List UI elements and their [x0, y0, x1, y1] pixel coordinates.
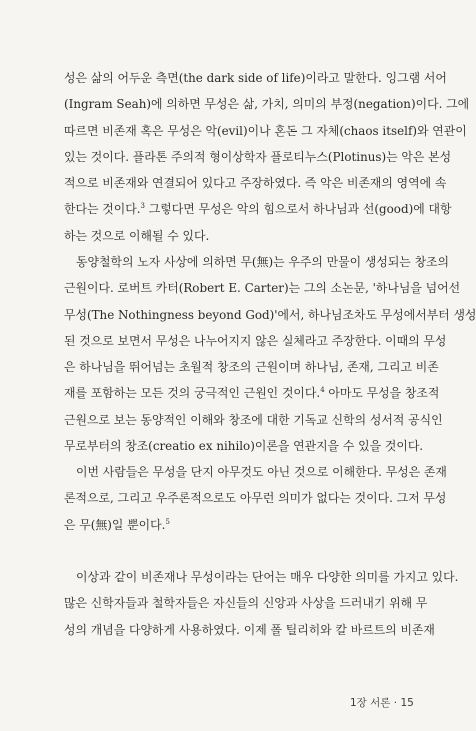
text-line: 근원이다. 로버트 카터(Robert E. Carter)는 그의 소논문, '하나님을 넘어선: [64, 281, 461, 296]
text-line: 이상과 같이 비존재나 무성이라는 단어는 매우 다양한 의미를 가지고 있다.: [76, 570, 459, 584]
page-footer: [350, 695, 416, 710]
text-line: 따르면 비존재 혹은 무성은 악(evil)이나 혼돈 그 자체(chaos itself)와 연관이: [64, 123, 467, 138]
text-line-with-footnote: 한다는 것이다.$^3$ 그렇다면 무성은 악의 힘으로서 하나님과 선(good)에 대항: [64, 202, 452, 217]
footer-separator: ·: [393, 697, 398, 709]
text-line: 성은 삶의 어두운 측면(the dark side of life)이라고 말한다. 잉그램 서어: [64, 71, 447, 85]
text-line: 된 것으로 보면서 무성은 나누어지지 않은 실체라고 주장한다. 이때의 무성: [64, 333, 447, 348]
text-line: 무로부터의 창조(creatio ex nihilo)이론을 연관지을 수 있을 것이다.: [64, 439, 424, 454]
paragraph-2: [64, 249, 476, 459]
text-line: 무성(The Nothingness beyond God)'에서, 하나님조차도 무성에서부터 생성: [64, 307, 476, 322]
text-line: (Ingram Seah)에 의하면 무성은 삶, 가치, 의미의 부정(negation)이다. 그에: [64, 97, 470, 112]
text-line: 론적으로, 그리고 우주론적으로도 아무런 의미가 없다는 것이다. 그저 무성: [64, 491, 447, 506]
text-line: 적으로 비존재와 연결되어 있다고 주장하였다. 즉 악은 비존재의 영역에 속: [64, 176, 447, 191]
text-line: 동양철학의 노자 사상에 의하면 무(無)는 우주의 만물이 생성되는 창조의: [76, 255, 450, 269]
chapter-title: 1장 서론: [350, 697, 391, 709]
footnote-marker[interactable]: 3: [140, 202, 145, 211]
paragraph-3: [64, 459, 447, 538]
paragraph-4: [64, 564, 459, 643]
text-line: 근원으로 보는 동양적인 이해와 창조에 대한 기독교 신학의 성서적 공식인: [64, 412, 443, 427]
text-line: 있는 것이다. 플라톤 주의적 형이상학자 플로티누스(Plotinus)는 악은 본성: [64, 149, 452, 164]
text-line-with-footnote: 은 무(無)일 뿐이다.$^5$: [64, 517, 170, 532]
text-line: 성의 개념을 다양하게 사용하였다. 이제 폴 틸리히와 칼 바르트의 비존재: [64, 622, 435, 637]
text-line: 많은 신학자들과 철학자들은 자신들의 신앙과 사상을 드러내기 위해 무: [64, 596, 428, 611]
paragraph-1: [64, 65, 470, 249]
footnote-marker[interactable]: 4: [320, 386, 325, 395]
footnote-marker[interactable]: 5: [165, 517, 170, 526]
text-line-with-footnote: 재를 포함하는 모든 것의 궁극적인 근원인 것이다.$^4$ 아마도 무성을 창조적: [64, 386, 440, 401]
page-number: 15: [400, 697, 414, 709]
text-line: 이번 사람들은 무성을 단지 아무것도 아닌 것으로 이해한다. 무성은 존재: [76, 465, 447, 479]
text-line: 은 하나님을 뛰어넘는 초월적 창조의 근원이며 하나님, 존재, 그리고 비존: [64, 360, 439, 375]
text-line: 하는 것으로 이해될 수 있다.: [64, 228, 210, 243]
